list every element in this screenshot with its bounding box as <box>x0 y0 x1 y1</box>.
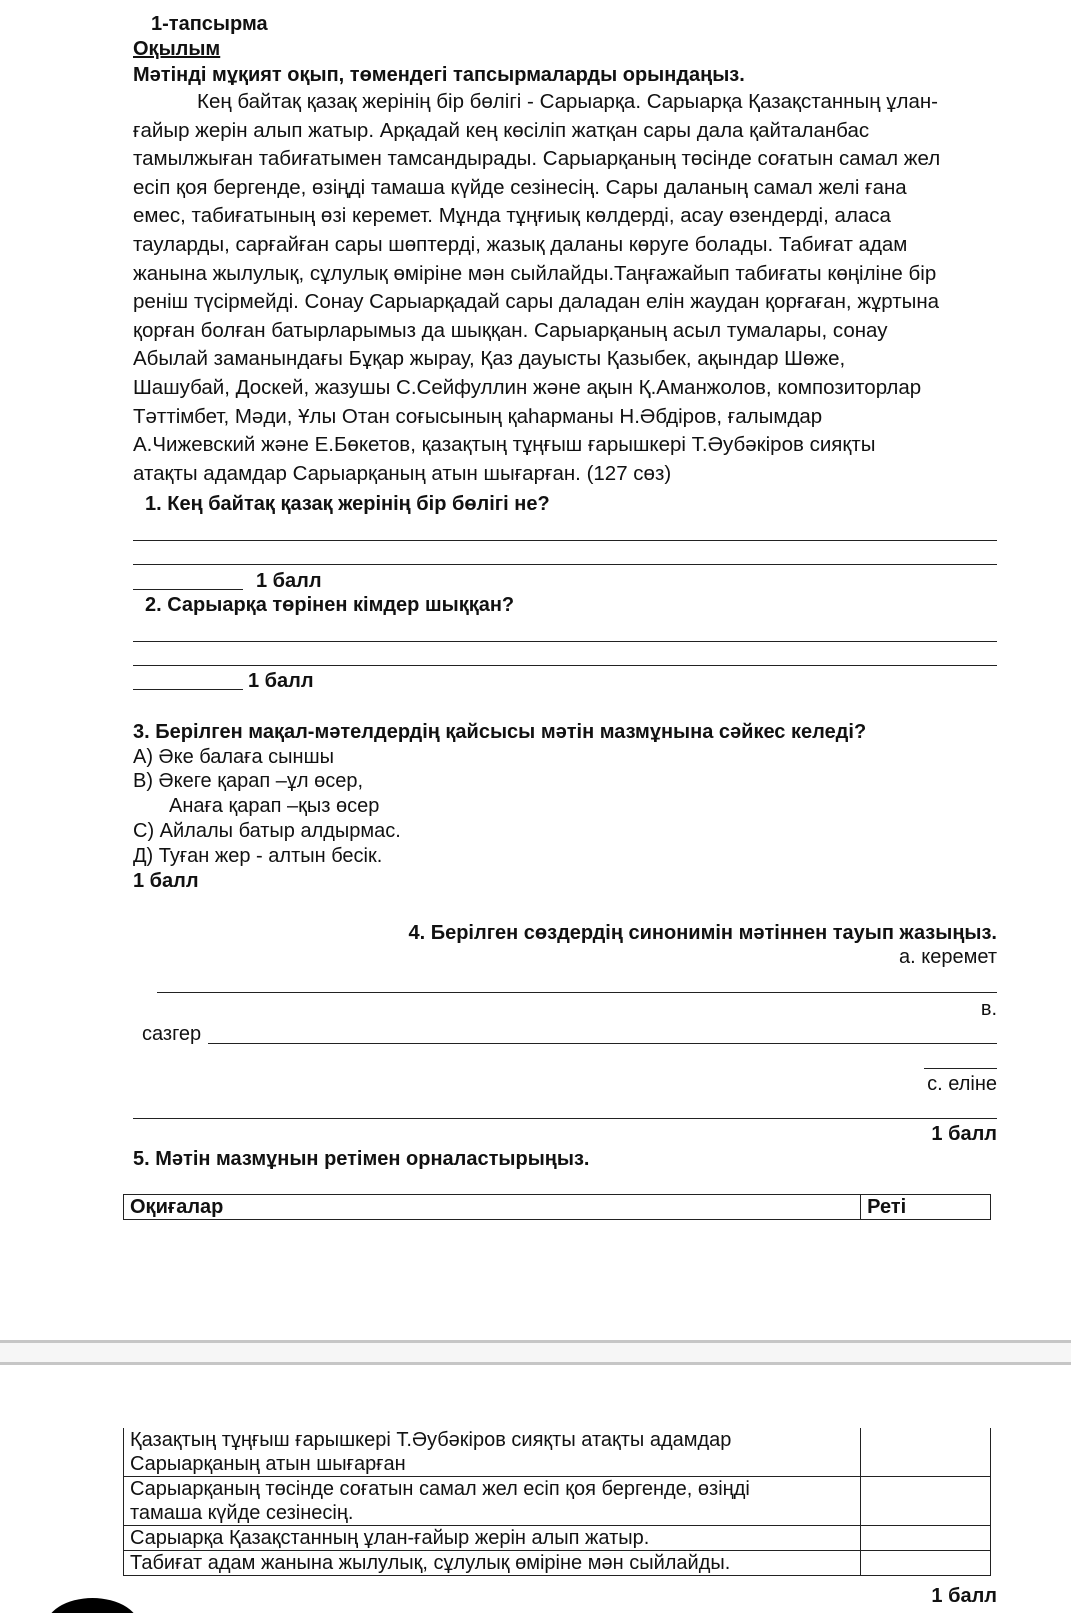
question-2: 2. Сарыарқа төрінен кімдер шыққан? <box>145 594 515 616</box>
answer-line-4a[interactable] <box>157 992 997 993</box>
text-line: тауларды, сарғайған сары шөптерді, жазық даланы көруге болады. Табиғат адам <box>133 232 908 256</box>
synonym-c-label: с. еліне <box>927 1073 997 1095</box>
answer-line-2a[interactable] <box>133 641 997 642</box>
section-title: Оқылым <box>133 38 221 60</box>
text-line: Абылай заманындағы Бұқар жырау, Қаз дауысты Қазыбек, ақындар Шөже, <box>133 347 846 371</box>
page-divider-bottom <box>0 1362 1071 1365</box>
text-line: Шашубай, Доскей, жазушы С.Сейфуллин және ақын Қ.Аманжолов, композиторлар <box>133 375 922 399</box>
text-line: қорған болған батырларымыз да шыққан. Сарыарқаның асыл тумалары, сонау <box>133 318 888 342</box>
answer-line-4b[interactable] <box>208 1043 997 1044</box>
score-4: 1 балл <box>931 1123 997 1145</box>
text-line: емес, табиғатының өзі керемет. Мұнда тұңғиық көлдерді, асау өзендерді, аласа <box>133 204 891 228</box>
text-line: ғайыр жерін алып жатыр. Арқадай кең көсіліп жатқан сары дала қайталанбас <box>133 118 870 142</box>
text-line: есіп қоя бергенде, өзіңді тамаша күйде сезінесің. Сары даланың самал желі ғана <box>133 175 907 199</box>
order-cell[interactable] <box>861 1526 991 1551</box>
option-b[interactable]: В) Әкеге қарап –ұл өсер, <box>133 770 364 792</box>
order-cell[interactable] <box>861 1477 991 1526</box>
text-line: реніш түсірмейді. Сонау Сарыарқадай сары даладан елін жаудан қорғаған, жұртына <box>133 290 940 314</box>
question-3: 3. Берілген мақал-мәтелдердің қайсысы мәтін мазмұнына сәйкес келеді? <box>133 721 867 743</box>
text-line: атақты адамдар Сарыарқаның атын шығарған. (127 сөз) <box>133 461 672 485</box>
table-row <box>124 1551 991 1576</box>
score-1: 1 балл <box>256 570 322 592</box>
sequence-table <box>123 1428 991 1576</box>
synonym-a-label: а. керемет <box>899 946 997 968</box>
question-1: 1. Кең байтақ қазақ жерінің бір бөлігі не? <box>145 493 550 515</box>
header-events: Оқиғалар <box>124 1195 861 1220</box>
option-d[interactable]: Д) Туған жер - алтын бесік. <box>133 845 383 867</box>
event-cell: Сарыарқа Қазақстанның ұлан-ғайыр жерін алып жатыр. <box>124 1526 861 1551</box>
option-a[interactable]: А) Әке балаға сыншы <box>133 746 334 768</box>
instruction: Мәтінді мұқият оқып, төмендегі тапсырмаларды орындаңыз. <box>133 64 745 86</box>
table-row <box>124 1477 991 1526</box>
text-line: Кең байтақ қазақ жерінің бір бөлігі - Сарыарқа. Сарыарқа Қазақстанның ұлан- <box>197 90 938 113</box>
text-line: Тәттімбет, Мәди, Ұлы Отан соғысының қаһарманы Н.Әбдіров, ғалымдар <box>133 404 823 428</box>
header-order: Реті <box>861 1195 991 1220</box>
score-5: 1 балл <box>931 1585 997 1607</box>
option-c[interactable]: С) Айлалы батыр алдырмас. <box>133 820 401 842</box>
answer-line-2c[interactable] <box>133 689 243 690</box>
answer-line-4c[interactable] <box>133 1118 997 1119</box>
score-2: 1 балл <box>248 670 314 692</box>
synonym-b-word: сазгер <box>142 1023 202 1045</box>
score-3: 1 балл <box>133 870 199 892</box>
table-row <box>124 1526 991 1551</box>
text-line: жанына жылулық, сұлулық өміріне мән сыйлайды.Таңғажайып табиғаты көңіліне бір <box>133 261 937 285</box>
sequence-table-header <box>123 1194 991 1220</box>
order-cell[interactable] <box>861 1551 991 1576</box>
page-gap <box>0 1343 1071 1362</box>
reading-text <box>133 88 997 488</box>
question-5: 5. Мәтін мазмұнын ретімен орналастырыңыз. <box>133 1148 590 1170</box>
question-4: 4. Берілген сөздердің синонимін мәтіннен тауып жазыңыз. <box>408 922 997 944</box>
answer-line-1c[interactable] <box>133 589 243 590</box>
event-cell: Табиғат адам жанына жылулық, сұлулық өміріне мән сыйлайды. <box>124 1551 861 1576</box>
answer-line-1a[interactable] <box>133 540 997 541</box>
order-cell[interactable] <box>861 1428 991 1477</box>
option-b-continued: Анаға қарап –қыз өсер <box>169 795 380 817</box>
text-line: тамылжыған табиғатымен тамсандырады. Сарыарқаның төсінде соғатын самал жел <box>133 147 941 171</box>
answer-line-1b[interactable] <box>133 564 997 565</box>
text-line: А.Чижевский және Е.Бөкетов, қазақтың тұңғыш ғарышкері Т.Әубәкіров сияқты <box>133 433 876 457</box>
table-row <box>124 1428 991 1477</box>
answer-line-2b[interactable] <box>133 665 997 666</box>
event-cell: Қазақтың тұңғыш ғарышкері Т.Әубәкіров сияқты атақты адамдар Сарыарқаның атын шығарған <box>124 1428 861 1477</box>
synonym-b-label: в. <box>980 998 997 1020</box>
event-cell: Сарыарқаның төсінде соғатын самал жел есіп қоя бергенде, өзіңді тамаша күйде сезінесің. <box>124 1477 861 1526</box>
finger-shadow-shape <box>45 1598 140 1613</box>
answer-line-4b-tail[interactable] <box>924 1068 997 1069</box>
task-number: 1-тапсырма <box>151 13 268 35</box>
